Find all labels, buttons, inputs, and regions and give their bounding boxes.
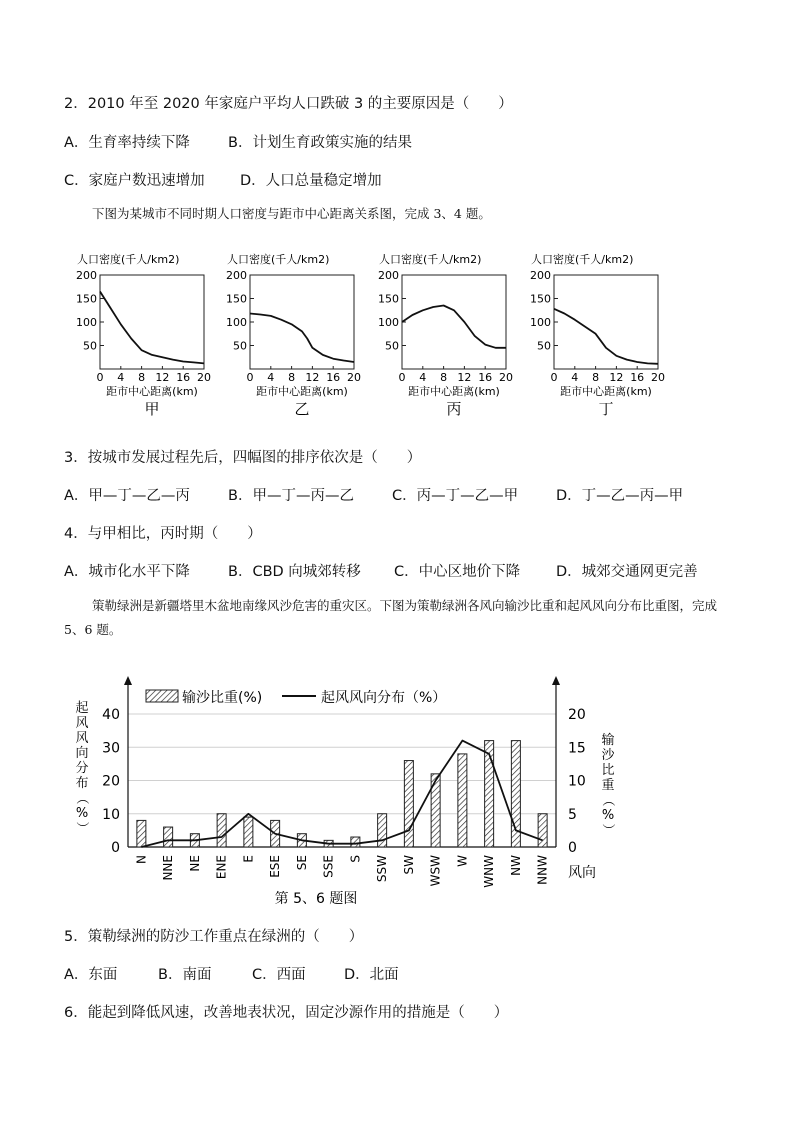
x-tick-label: 12 [305, 371, 320, 384]
category-label: SE [294, 855, 309, 871]
question-2-options [64, 131, 412, 152]
left-tick-label: 40 [102, 707, 120, 723]
legend [146, 689, 446, 706]
sand-ratio-bar [538, 814, 547, 847]
question-2-stem: 2．2010 年至 2020 年家庭户平均人口跌破 3 的主要原因是（ ） [64, 96, 513, 112]
category-label: NE [187, 855, 202, 872]
right-tick-label: 20 [568, 707, 586, 723]
q4-option-b[interactable]: B．CBD 向城郊转移 [228, 564, 361, 580]
x-tick-label: 8 [288, 371, 296, 384]
x-tick-label: 0 [550, 371, 558, 384]
question-2-options-row2 [64, 169, 382, 190]
right-axis-label-char: 沙 [601, 748, 615, 763]
y-tick-label: 150 [76, 292, 97, 306]
density-chart-2 [226, 252, 361, 418]
x-tick-label: 4 [571, 371, 579, 384]
q3-option-c[interactable]: C．丙—丁—乙—甲 [392, 488, 519, 504]
x-tick-label: 16 [326, 371, 341, 384]
density-chart-4 [530, 252, 665, 418]
right-axis-label-char: （ [600, 793, 615, 807]
category-label: ESE [268, 855, 283, 878]
x-tick-label: 12 [609, 371, 624, 384]
sand-ratio-bar [458, 754, 467, 847]
intro-questions-3-4: 下图为某城市不同时期人口密度与距市中心距离关系图，完成 3、4 题。 [92, 206, 491, 221]
sand-ratio-bar [351, 837, 360, 847]
sand-ratio-bar [137, 820, 146, 847]
category-label: N [134, 855, 149, 864]
x-tick-label: 0 [398, 371, 406, 384]
x-axis-label: 距市中心距离(km) [106, 385, 198, 398]
density-curve [554, 309, 658, 364]
q3-option-d[interactable]: D．丁—乙—丙—甲 [556, 488, 684, 504]
density-curve [402, 306, 506, 348]
y-tick-label: 150 [378, 292, 399, 306]
x-tick-label: 8 [592, 371, 600, 384]
category-label: NNE [161, 855, 176, 881]
wind-sand-chart [66, 672, 626, 907]
chart-title: 丙 [446, 400, 462, 418]
q5-option-a[interactable]: A．东面 [64, 967, 118, 983]
plot-frame [554, 275, 658, 369]
x-tick-label: 12 [155, 371, 170, 384]
y-tick-label: 50 [233, 339, 247, 353]
x-tick-label: 20 [347, 371, 361, 384]
y-tick-label: 50 [83, 339, 97, 353]
density-chart-1 [76, 252, 211, 418]
y-tick-label: 50 [537, 339, 551, 353]
left-axis-label-char: 布 [75, 776, 89, 791]
category-label: NW [508, 855, 523, 876]
category-label: NNW [535, 855, 550, 885]
y-axis-label: 人口密度(千人/km2) [531, 253, 634, 266]
density-curve [250, 314, 354, 363]
density-curve [100, 292, 204, 364]
x-tick-label: 12 [457, 371, 472, 384]
q2-option-a[interactable]: A．生育率持续下降 [64, 135, 190, 151]
q3-option-a[interactable]: A．甲—丁—乙—丙 [64, 488, 190, 504]
x-tick-label: 0 [246, 371, 254, 384]
wind-direction-line [141, 741, 542, 847]
right-axis-label-char: 输 [601, 733, 615, 748]
left-axis-label-char: 起 [75, 701, 89, 716]
x-axis-label: 距市中心距离(km) [408, 385, 500, 398]
chart-title: 甲 [144, 400, 160, 418]
legend-line-label: 起风风向分布（%） [321, 690, 447, 706]
x-tick-label: 20 [651, 371, 665, 384]
left-tick-label: 10 [102, 806, 120, 823]
category-label: E [241, 855, 256, 863]
right-tick-label: 5 [568, 806, 577, 823]
sand-ratio-bar [378, 814, 387, 847]
category-label: ENE [214, 855, 229, 880]
right-axis-arrow [552, 676, 560, 685]
y-tick-label: 150 [226, 292, 247, 306]
category-label: W [455, 855, 470, 867]
q4-option-c[interactable]: C．中心区地价下降 [394, 564, 521, 580]
left-axis-label-char: % [75, 806, 89, 821]
question-6-stem: 6．能起到降低风速，改善地表状况，固定沙源作用的措施是（ ） [64, 1005, 509, 1021]
chart-title: 乙 [294, 400, 310, 418]
category-label: WNW [482, 855, 497, 888]
plot-frame [402, 275, 506, 369]
right-tick-label: 15 [568, 740, 586, 757]
y-tick-label: 150 [530, 292, 551, 306]
right-axis-label-char: 比 [601, 763, 615, 778]
q2-option-c[interactable]: C．家庭户数迅速增加 [64, 173, 205, 189]
left-tick-label: 0 [111, 840, 120, 856]
right-axis-label-char: ） [600, 823, 615, 837]
left-axis-label-char: 风 [75, 716, 89, 731]
chart-title: 丁 [598, 400, 614, 418]
legend-bar-swatch [146, 690, 178, 702]
q5-option-b[interactable]: B．南面 [158, 967, 212, 983]
right-axis-label-char: 重 [601, 778, 615, 793]
x-tick-label: 8 [440, 371, 448, 384]
category-label: SSW [375, 855, 390, 883]
left-tick-label: 20 [102, 773, 120, 790]
y-tick-label: 200 [226, 269, 247, 282]
plot-frame [250, 275, 354, 369]
question-4-options [64, 560, 698, 581]
y-tick-label: 200 [378, 269, 399, 282]
x-tick-label: 0 [96, 371, 104, 384]
left-tick-label: 30 [102, 740, 120, 757]
category-label: WSW [428, 855, 443, 887]
y-tick-label: 50 [385, 339, 399, 353]
sand-ratio-bar [217, 814, 226, 847]
q5-option-d[interactable]: D．北面 [344, 967, 399, 983]
left-axis-label [74, 700, 89, 835]
q2-option-d[interactable]: D．人口总量稳定增加 [240, 173, 382, 189]
x-tick-label: 4 [267, 371, 275, 384]
y-tick-label: 200 [530, 269, 551, 282]
y-tick-label: 100 [378, 316, 399, 329]
category-label: SW [401, 855, 416, 875]
sand-ratio-bar [244, 817, 253, 847]
question-5-stem: 5．策勒绿洲的防沙工作重点在绿洲的（ ） [64, 929, 364, 945]
right-axis-label-char: % [601, 808, 615, 823]
y-axis-label: 人口密度(千人/km2) [379, 253, 482, 266]
q2-option-b[interactable]: B．计划生育政策实施的结果 [228, 135, 412, 151]
x-tick-label: 16 [630, 371, 645, 384]
right-tick-label: 0 [568, 840, 577, 856]
density-chart-3 [378, 252, 513, 418]
left-axis-label-char: 风 [75, 731, 89, 746]
left-axis-label-char: （ [74, 791, 89, 805]
x-tick-label: 8 [138, 371, 146, 384]
q3-option-b[interactable]: B．甲—丁—丙—乙 [228, 488, 354, 504]
y-axis-label: 人口密度(千人/km2) [77, 253, 180, 266]
x-tick-label: 20 [197, 371, 211, 384]
legend-bar-label: 输沙比重(%) [182, 690, 263, 706]
q4-option-a[interactable]: A．城市化水平下降 [64, 564, 190, 580]
density-charts [60, 244, 680, 424]
y-tick-label: 100 [226, 316, 247, 329]
x-tick-label: 16 [176, 371, 191, 384]
left-axis-arrow [124, 676, 132, 685]
chart-caption: 第 5、6 题图 [274, 891, 358, 907]
question-3-options [64, 484, 683, 505]
left-axis-label-char: 向 [75, 746, 89, 761]
q4-option-d[interactable]: D．城郊交通网更完善 [556, 564, 698, 580]
q5-option-c[interactable]: C．西面 [252, 967, 306, 983]
y-tick-label: 100 [530, 316, 551, 329]
y-tick-label: 200 [76, 269, 97, 282]
right-tick-label: 10 [568, 773, 586, 790]
x-tick-label: 20 [499, 371, 513, 384]
x-tick-label: 4 [419, 371, 427, 384]
category-label: SSE [321, 855, 336, 878]
x-axis-label: 距市中心距离(km) [560, 385, 652, 398]
intro-questions-5-6: 策勒绿洲是新疆塔里木盆地南缘风沙危害的重灾区。下图为策勒绿洲各风向输沙比重和起风风向分布比重图，完成 5、6 题。 [64, 598, 718, 637]
question-5-options [64, 963, 399, 984]
sand-ratio-bar [404, 761, 413, 847]
left-axis-label-char: ） [74, 821, 89, 835]
question-3-stem: 3．按城市发展过程先后，四幅图的排序依次是（ ） [64, 450, 422, 466]
category-label: S [348, 855, 363, 863]
x-axis-label: 距市中心距离(km) [256, 385, 348, 398]
sand-ratio-bar [164, 827, 173, 847]
x-axis-label: 风向 [568, 865, 596, 881]
left-axis-label-char: 分 [75, 761, 89, 776]
question-4-stem: 4．与甲相比，丙时期（ ） [64, 526, 262, 542]
y-axis-label: 人口密度(千人/km2) [227, 253, 330, 266]
x-tick-label: 4 [117, 371, 125, 384]
x-tick-label: 16 [478, 371, 493, 384]
y-tick-label: 100 [76, 316, 97, 329]
right-axis-label [600, 732, 615, 837]
